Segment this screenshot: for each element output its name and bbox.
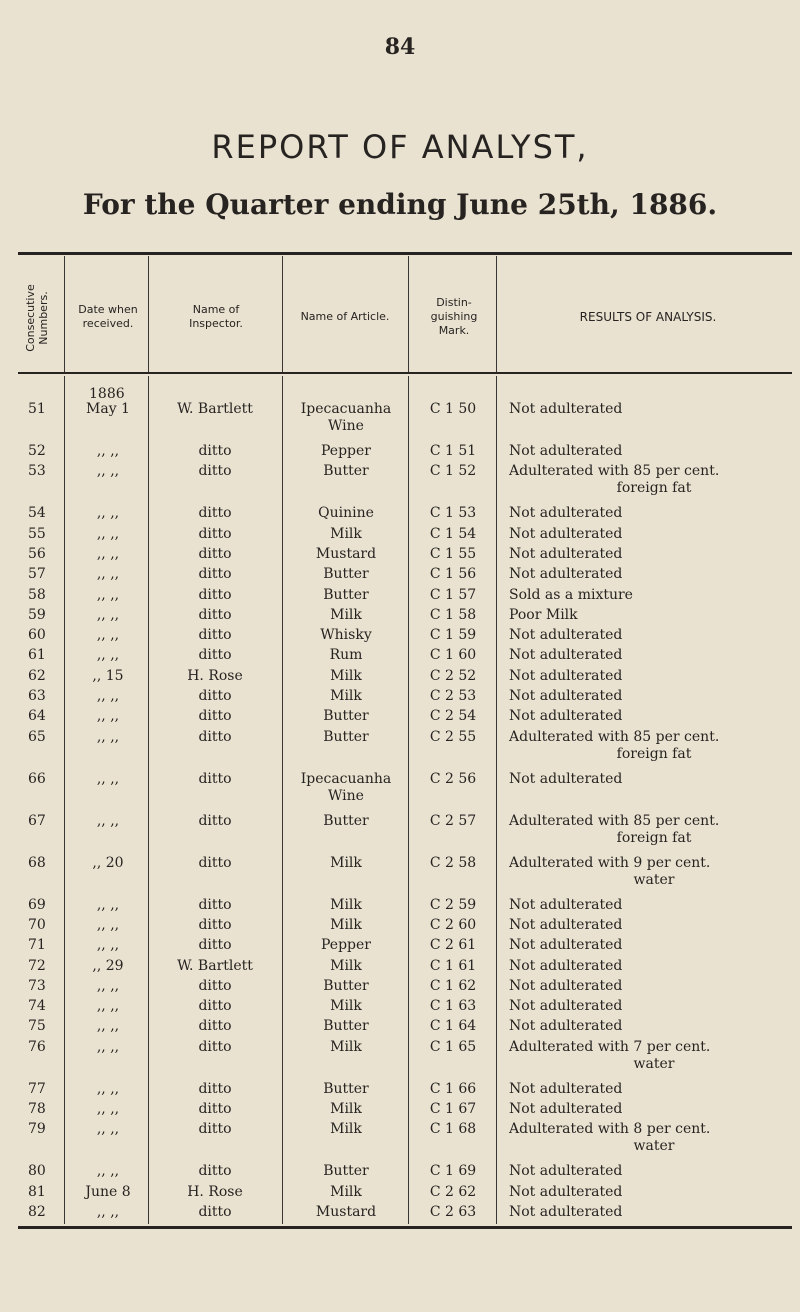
row-inspector: ditto [198,896,232,913]
row-result: Not adulterated [509,627,623,644]
row-date: ,, ,, [96,1101,120,1117]
row-number: 79 [28,1121,46,1138]
row-inspector: ditto [198,854,232,871]
row-result: Not adulterated [509,688,623,704]
row-result: Adulterated with 85 per cent. foreign fat [509,813,799,847]
page-number: 84 [384,34,416,60]
column-divider [408,256,409,372]
column-divider [282,376,283,1224]
row-result: Adulterated with 85 per cent. foreign fat [509,463,799,497]
header-date: Date when received. [78,303,138,330]
row-article: Butter [323,1080,369,1097]
row-result-continued: foreign fat [616,745,692,762]
header-article: Name of Article. [300,310,390,323]
row-number: 73 [28,977,46,994]
row-article: Ipecacuanha Wine [300,770,392,804]
row-inspector: ditto [198,728,232,745]
row-mark: C 1 50 [429,401,477,417]
row-mark: C 1 61 [429,957,477,974]
row-result: Not adulterated [509,1203,623,1220]
row-inspector: ditto [198,627,232,644]
column-divider [496,256,497,372]
row-number: 78 [28,1101,46,1117]
row-result-continued: water [633,1138,675,1155]
row-mark: C 1 56 [429,566,477,583]
row-mark: C 1 58 [429,606,477,623]
row-date: ,, ,, [96,1018,120,1035]
row-article: Mustard [315,545,377,562]
row-article: Butter [323,586,369,603]
row-result: Not adulterated [509,667,623,684]
row-inspector: ditto [198,977,232,994]
row-date: ,, ,, [96,505,120,522]
row-article: Quinine [318,505,374,522]
row-article: Milk [330,998,362,1015]
row-article: Mustard [315,1203,377,1220]
column-divider [64,256,65,372]
row-mark: C 1 68 [429,1121,477,1138]
row-number: 55 [28,525,46,542]
row-article: Ipecacuanha Wine [300,401,392,434]
row-article: Butter [323,566,369,583]
row-article: Pepper [321,443,371,459]
header-inspector: Name of Inspector. [189,303,243,330]
row-date: ,, ,, [96,627,120,644]
row-date: ,, ,, [96,770,120,787]
row-result: Adulterated with 7 per cent. water [509,1039,799,1073]
row-number: 53 [28,463,46,480]
row-article: Butter [323,812,369,829]
row-number: 64 [28,708,46,725]
row-result: Not adulterated [509,916,623,933]
row-inspector: ditto [198,606,232,623]
row-result: Not adulterated [509,525,623,542]
row-inspector: ditto [198,812,232,829]
row-inspector: ditto [198,688,232,704]
row-article: Milk [330,1121,362,1138]
row-inspector: H. Rose [187,667,243,684]
row-mark: C 1 51 [429,443,477,459]
row-result: Not adulterated [509,401,623,417]
row-result: Not adulterated [509,1018,623,1035]
row-number: 58 [28,586,46,603]
row-inspector: ditto [198,1163,232,1180]
row-number: 62 [28,667,46,684]
row-number: 60 [28,627,46,644]
row-number: 76 [28,1038,46,1055]
row-mark: C 2 55 [429,728,477,745]
row-inspector: ditto [198,647,232,664]
row-mark: C 2 52 [429,667,477,684]
header-results: RESULTS OF ANALYSIS. [579,310,717,324]
row-result: Adulterated with 9 per cent. water [509,855,799,889]
row-mark: C 1 52 [429,463,477,480]
row-date: ,, ,, [96,463,120,480]
row-mark: C 2 53 [429,688,477,704]
row-result: Not adulterated [509,1101,623,1117]
row-inspector: ditto [198,1038,232,1055]
row-number: 56 [28,545,46,562]
row-mark: C 2 58 [429,854,477,871]
row-article: Butter [323,708,369,725]
row-date: ,, ,, [96,977,120,994]
row-date: ,, ,, [96,545,120,562]
row-article: Milk [330,1183,362,1200]
row-date: ,, ,, [96,606,120,623]
row-article: Butter [323,1163,369,1180]
row-result-continued: foreign fat [616,829,692,846]
row-date: ,, ,, [96,1121,120,1138]
row-date: ,, 15 [92,667,124,684]
row-mark: C 1 67 [429,1101,477,1117]
row-result: Not adulterated [509,545,623,562]
row-number: 54 [28,505,46,522]
row-date: ,, ,, [96,896,120,913]
row-number: 59 [28,606,46,623]
row-inspector: ditto [198,566,232,583]
row-result: Not adulterated [509,770,623,787]
row-article: Milk [330,957,362,974]
row-mark: C 1 55 [429,545,477,562]
row-inspector: ditto [198,1203,232,1220]
row-article: Pepper [321,937,371,954]
row-result: Not adulterated [509,977,623,994]
row-inspector: ditto [198,1101,232,1117]
row-article: Milk [330,1101,362,1117]
row-mark: C 2 61 [429,937,477,954]
row-mark: C 1 53 [429,505,477,522]
row-mark: C 2 63 [429,1203,477,1220]
row-mark: C 1 60 [429,647,477,664]
row-inspector: ditto [198,1121,232,1138]
row-date: ,, ,, [96,1163,120,1180]
column-divider [282,256,283,372]
row-number: 70 [28,916,46,933]
column-divider [148,376,149,1224]
header-consecutive: Consecutive Numbers. [24,284,50,352]
row-article: Milk [330,1038,362,1055]
row-article: Rum [329,647,363,664]
row-inspector: ditto [198,1018,232,1035]
row-result: Not adulterated [509,505,623,522]
row-result: Sold as a mixture [509,586,633,603]
row-date: ,, ,, [96,1080,120,1097]
row-article: Milk [330,525,362,542]
row-mark: C 1 64 [429,1018,477,1035]
page-title: REPORT OF ANALYST, [211,128,589,166]
row-date: June 8 [85,1183,131,1200]
row-article: Milk [330,688,362,704]
row-mark: C 1 54 [429,525,477,542]
column-divider [64,376,65,1224]
row-result: Not adulterated [509,443,623,459]
column-divider [496,376,497,1224]
row-inspector: ditto [198,770,232,787]
row-result-continued: water [633,871,675,888]
row-article: Butter [323,977,369,994]
row-date: ,, ,, [96,812,120,829]
row-article: Milk [330,896,362,913]
row-result: Not adulterated [509,1183,623,1200]
row-date: ,, ,, [96,1203,120,1220]
row-mark: C 1 59 [429,627,477,644]
row-inspector: ditto [198,545,232,562]
row-article: Milk [330,667,362,684]
row-date: May 1 [86,401,130,417]
row-date: ,, ,, [96,1038,120,1055]
row-number: 66 [28,770,46,787]
row-date: ,, ,, [96,586,120,603]
row-result: Not adulterated [509,1080,623,1097]
row-date: ,, 20 [92,854,124,871]
row-number: 82 [28,1203,46,1220]
row-mark: C 1 57 [429,586,477,603]
column-divider [408,376,409,1224]
row-mark: C 2 59 [429,896,477,913]
row-article: Milk [330,854,362,871]
row-number: 81 [28,1183,46,1200]
row-article: Whisky [320,627,372,644]
row-number: 63 [28,688,46,704]
row-date: ,, ,, [96,937,120,954]
row-mark: C 2 54 [429,708,477,725]
row-mark: C 2 62 [429,1183,477,1200]
row-result: Not adulterated [509,1163,623,1180]
row-number: 75 [28,1018,46,1035]
header-bottom-rule [18,372,792,374]
row-number: 51 [28,401,46,417]
header-top-rule [18,252,792,255]
row-date: ,, ,, [96,647,120,664]
row-number: 71 [28,937,46,954]
row-result-continued: foreign fat [616,480,692,497]
row-number: 61 [28,647,46,664]
row-inspector: H. Rose [187,1183,243,1200]
row-article: Milk [330,606,362,623]
row-date: ,, ,, [96,566,120,583]
row-number: 72 [28,957,46,974]
row-date: ,, ,, [96,525,120,542]
row-inspector: ditto [198,525,232,542]
row-inspector: W. Bartlett [177,957,253,974]
row-mark: C 1 66 [429,1080,477,1097]
row-result: Not adulterated [509,998,623,1015]
row-number: 69 [28,896,46,913]
row-mark: C 1 62 [429,977,477,994]
row-result: Not adulterated [509,708,623,725]
row-result: Not adulterated [509,937,623,954]
row-inspector: ditto [198,443,232,459]
row-number: 80 [28,1163,46,1180]
row-number: 67 [28,812,46,829]
year-label: 1886 [89,386,125,402]
row-inspector: ditto [198,998,232,1015]
row-inspector: ditto [198,586,232,603]
row-mark: C 2 60 [429,916,477,933]
row-mark: C 2 57 [429,812,477,829]
row-result: Not adulterated [509,566,623,583]
row-date: ,, ,, [96,708,120,725]
row-inspector: ditto [198,505,232,522]
row-article: Milk [330,916,362,933]
row-mark: C 2 56 [429,770,477,787]
column-divider [148,256,149,372]
row-number: 52 [28,443,46,459]
table-bottom-rule [18,1226,792,1229]
row-article: Butter [323,463,369,480]
row-number: 65 [28,728,46,745]
row-result: Poor Milk [509,606,578,623]
row-date: ,, 29 [92,957,124,974]
row-number: 57 [28,566,46,583]
row-result: Not adulterated [509,647,623,664]
row-result: Adulterated with 8 per cent. water [509,1121,799,1155]
row-inspector: ditto [198,916,232,933]
row-mark: C 1 65 [429,1038,477,1055]
row-number: 77 [28,1080,46,1097]
row-mark: C 1 63 [429,998,477,1015]
row-inspector: ditto [198,1080,232,1097]
row-date: ,, ,, [96,728,120,745]
row-result-continued: water [633,1055,675,1072]
row-result: Not adulterated [509,957,623,974]
row-inspector: ditto [198,463,232,480]
row-article: Butter [323,1018,369,1035]
row-inspector: W. Bartlett [177,401,253,417]
page-subtitle: For the Quarter ending June 25th, 1886. [82,188,718,221]
row-date: ,, ,, [96,688,120,704]
row-article: Butter [323,728,369,745]
row-inspector: ditto [198,937,232,954]
row-mark: C 1 69 [429,1163,477,1180]
row-inspector: ditto [198,708,232,725]
row-result: Adulterated with 85 per cent. foreign fat [509,729,799,763]
row-date: ,, ,, [96,443,120,459]
row-number: 68 [28,854,46,871]
row-result: Not adulterated [509,896,623,913]
row-date: ,, ,, [96,916,120,933]
row-number: 74 [28,998,46,1015]
header-mark: Distin- guishing Mark. [430,296,478,337]
row-date: ,, ,, [96,998,120,1015]
